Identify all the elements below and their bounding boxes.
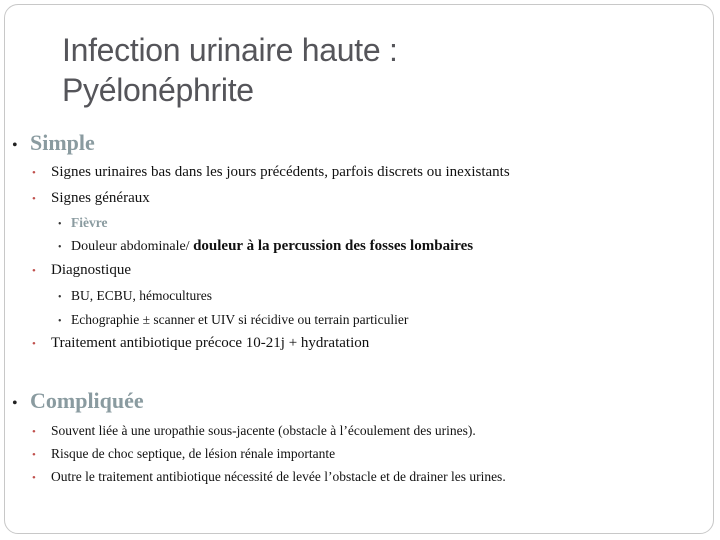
bullet-icon: • (32, 167, 36, 179)
list-item (32, 164, 510, 181)
bullet-icon: • (32, 426, 36, 438)
bullet-icon: • (58, 292, 62, 303)
bullet-icon: • (32, 338, 36, 350)
bullet-icon: • (58, 242, 62, 253)
list-item (32, 446, 335, 462)
title-line-1: Infection urinaire haute : (62, 32, 398, 68)
list-item-text: Risque de choc septique, de lésion rénale importante (51, 446, 336, 461)
sub-list-item-bold: douleur à la percussion des fosses lombaires (193, 238, 474, 254)
sub-list-item-fievre: Fièvre (71, 215, 108, 230)
sub-list-item-text: BU, ECBU, hémocultures (71, 288, 212, 303)
list-item-text: Traitement antibiotique précoce 10-21j + hydratation (51, 335, 370, 351)
list-item (32, 469, 506, 485)
sub-list-item-text: Echographie ± scanner et UIV si récidive ou terrain particulier (71, 312, 409, 327)
sub-list-item (58, 215, 107, 231)
heading-simple (12, 130, 95, 156)
heading-simple-label: Simple (30, 130, 95, 155)
bullet-icon: • (32, 265, 36, 277)
sub-list-item (58, 238, 473, 255)
list-item (32, 262, 131, 279)
bullet-icon: • (32, 449, 36, 461)
sub-list-item (58, 312, 408, 328)
bullet-icon: • (58, 219, 62, 230)
bullet-icon: • (12, 395, 18, 412)
heading-compliquee-label: Compliquée (30, 388, 144, 413)
list-item-text: Signes généraux (51, 190, 150, 206)
list-item (32, 190, 150, 207)
bullet-icon: • (32, 472, 36, 484)
bullet-icon: • (12, 137, 18, 154)
sub-list-item (58, 288, 212, 304)
list-item (32, 423, 476, 439)
list-item-text: Souvent liée à une uropathie sous-jacente (obstacle à l’écoulement des urines). (51, 423, 476, 438)
list-item-text: Diagnostique (51, 262, 131, 278)
sub-list-item-text: Douleur abdominale/ (71, 239, 190, 254)
title-line-2: Pyélonéphrite (62, 72, 254, 108)
heading-compliquee (12, 388, 144, 414)
list-item (32, 335, 369, 352)
list-item-text: Signes urinaires bas dans les jours précédents, parfois discrets ou inexistants (51, 164, 510, 180)
list-item-text: Outre le traitement antibiotique nécessité de levée l’obstacle et de drainer les urines. (51, 469, 506, 484)
bullet-icon: • (32, 193, 36, 205)
bullet-icon: • (58, 316, 62, 327)
slide-title (62, 30, 398, 110)
